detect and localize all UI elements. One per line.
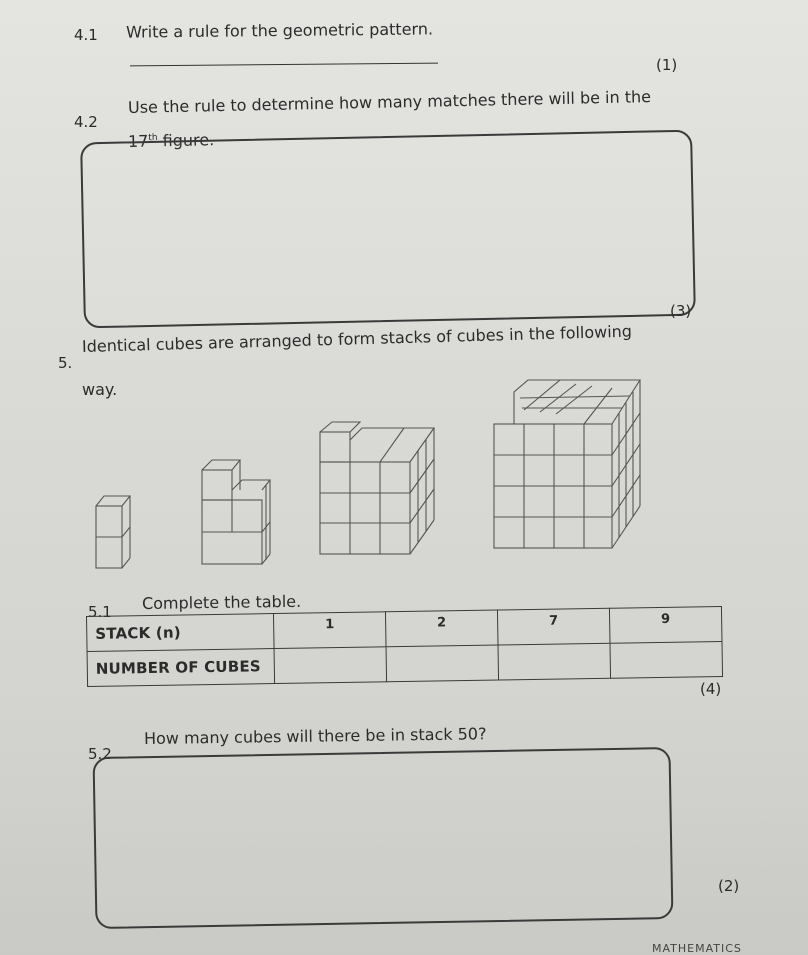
cube-stack-4	[494, 380, 640, 548]
table-cell-cubes-answer[interactable]	[498, 643, 611, 680]
cube-stack-2	[202, 460, 270, 564]
marks-5-1: (4)	[700, 680, 722, 698]
table-cell-stack: 9	[609, 607, 722, 644]
question-5-text-line2: way.	[82, 380, 118, 399]
question-5-2-number: 5.2	[88, 745, 112, 763]
question-4-2-figure-word: figure.	[157, 130, 215, 151]
ordinal-superscript: th	[148, 133, 158, 144]
footer-subject: MATHEMATICS	[652, 942, 742, 955]
question-5-1-number: 5.1	[88, 603, 112, 621]
question-4-2-text-line1: Use the rule to determine how many matches there will be in the	[127, 87, 652, 117]
answer-box-5-2[interactable]	[93, 747, 674, 929]
question-4-2-number: 4.2	[74, 113, 98, 131]
question-5-2-text: How many cubes will there be in stack 50?	[143, 724, 487, 748]
table-cell-cubes-answer[interactable]	[274, 647, 387, 684]
marks-4-1: (1)	[656, 56, 678, 74]
cube-stack-1	[96, 496, 130, 568]
table-header-stack: STACK (n)	[87, 614, 275, 652]
table-cell-stack: 2	[385, 610, 498, 647]
question-5-number: 5.	[58, 354, 73, 372]
question-5-1-text: Complete the table.	[141, 591, 302, 613]
question-4-1-number: 4.1	[74, 26, 98, 44]
stack-cubes-table	[86, 606, 723, 687]
table-header-number-of-cubes: NUMBER OF CUBES	[87, 649, 275, 687]
ordinal-number: 17	[127, 131, 149, 151]
cube-stack-3	[320, 422, 434, 554]
marks-4-2: (3)	[670, 302, 692, 320]
question-4-1-text: Write a rule for the geometric pattern.	[125, 19, 434, 42]
table-cell-stack: 7	[497, 608, 610, 645]
table-cell-cubes-answer[interactable]	[610, 642, 723, 679]
question-5-text-line1: Identical cubes are arranged to form stacks of cubes in the following	[81, 321, 633, 356]
table-cell-stack: 1	[273, 612, 386, 649]
marks-5-2: (2)	[718, 877, 740, 895]
table-cell-cubes-answer[interactable]	[386, 645, 499, 682]
